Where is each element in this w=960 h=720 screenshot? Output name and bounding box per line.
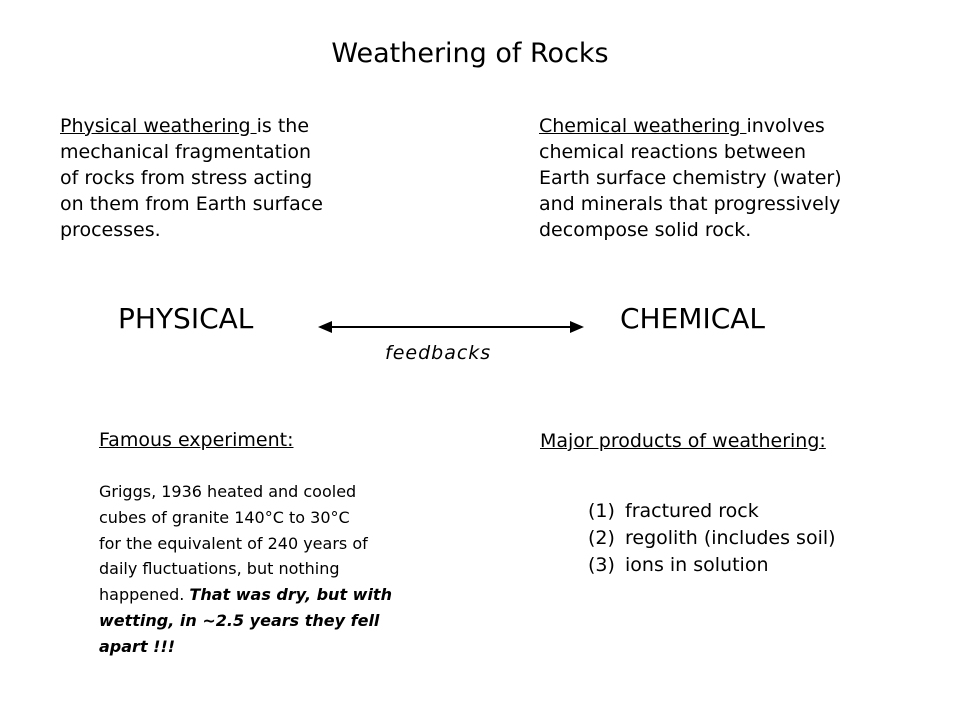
experiment-conclusion-line: wetting, in ~2.5 years they fell	[99, 610, 380, 630]
products-list	[588, 498, 836, 579]
chemical-description-line	[539, 113, 842, 139]
list-item	[588, 552, 836, 579]
experiment-conclusion: That was dry, but with	[189, 585, 392, 605]
physical-description-text: is the	[256, 115, 310, 137]
experiment-conclusion-line: apart !!!	[99, 636, 176, 656]
chemical-description-line: decompose solid rock.	[539, 219, 752, 241]
products-heading: Major products of weathering:	[540, 430, 826, 452]
list-item	[588, 525, 836, 552]
physical-description-line: mechanical fragmentation	[60, 141, 311, 163]
experiment-line: for the equivalent of 240 years of	[99, 533, 368, 553]
physical-label: PHYSICAL	[118, 302, 254, 335]
list-item-text: ions in solution	[625, 554, 769, 576]
list-item-text: regolith (includes soil)	[625, 527, 836, 549]
physical-description-line: on them from Earth surface	[60, 193, 323, 215]
chemical-description-line: and minerals that progressively	[539, 193, 841, 215]
chemical-description-line: Earth surface chemistry (water)	[539, 167, 842, 189]
experiment-line: cubes of granite 140°C to 30°C	[99, 507, 350, 527]
feedbacks-label: feedbacks	[385, 342, 492, 364]
physical-description-line	[60, 113, 323, 139]
physical-weathering-description	[60, 113, 323, 243]
chemical-weathering-term: Chemical weathering	[539, 115, 747, 137]
experiment-description	[99, 479, 392, 660]
experiment-line	[99, 582, 392, 608]
double-headed-arrow-icon	[318, 315, 584, 339]
chemical-description-line: chemical reactions between	[539, 141, 807, 163]
list-item-number: (3)	[588, 554, 615, 576]
page-title: Weathering of Rocks	[331, 38, 609, 69]
physical-weathering-term: Physical weathering	[60, 115, 257, 137]
physical-description-line: of rocks from stress acting	[60, 167, 313, 189]
experiment-line: Griggs, 1936 heated and cooled	[99, 482, 357, 501]
experiment-line: daily fluctuations, but nothing	[99, 559, 340, 579]
list-item-number: (2)	[588, 527, 615, 549]
list-item-number: (1)	[588, 500, 615, 522]
chemical-weathering-description	[539, 113, 842, 243]
list-item	[588, 498, 836, 525]
experiment-text: happened.	[99, 585, 190, 605]
experiment-heading: Famous experiment:	[99, 429, 294, 451]
physical-description-line: processes.	[60, 219, 161, 241]
chemical-label: CHEMICAL	[620, 302, 766, 335]
list-item-text: fractured rock	[625, 500, 759, 522]
chemical-description-text: involves	[746, 115, 825, 137]
